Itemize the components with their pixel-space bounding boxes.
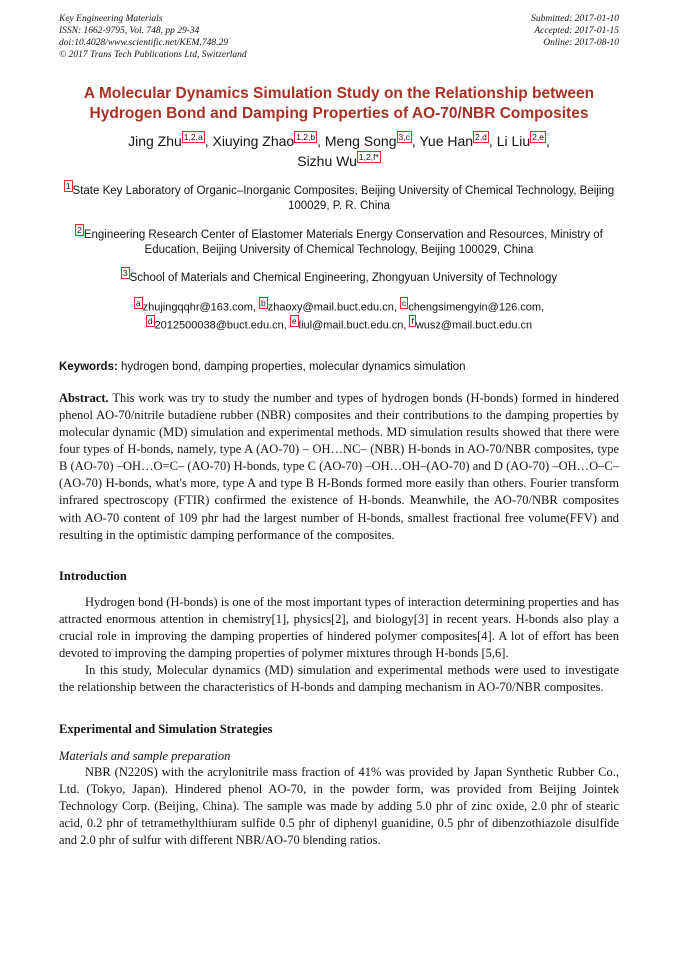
author-affiliation-superscript: 2,e xyxy=(532,131,544,142)
online-date: Online: 2017-08-10 xyxy=(543,37,619,48)
journal-header xyxy=(59,14,619,62)
authors-line-2 xyxy=(59,151,619,171)
keywords-text: hydrogen bond, damping properties, molecular dynamics simulation xyxy=(121,360,466,373)
authors-line-separator: , xyxy=(546,132,550,149)
email-superscript: a xyxy=(135,298,141,309)
keywords-line xyxy=(59,361,619,373)
section-heading-introduction: Introduction xyxy=(59,568,127,583)
journal-name: Key Engineering Materials xyxy=(59,14,163,24)
journal-doi: doi:10.4028/www.scientific.net/KEM.748.29 xyxy=(59,37,228,48)
author-affiliation-superscript: 2,d xyxy=(475,131,487,142)
email-superscript: f xyxy=(411,316,414,327)
email-superscript: c xyxy=(401,298,407,309)
email-superscript: e xyxy=(291,316,297,327)
abstract-paragraph xyxy=(59,390,619,544)
affiliation-superscript: 1 xyxy=(65,181,71,192)
author-name: Jing Zhu xyxy=(128,132,182,149)
accepted-date: Accepted: 2017-01-15 xyxy=(534,25,619,36)
author-email: 2012500038@buct.edu.cn, xyxy=(154,319,290,332)
author-affiliation-superscript: 3,c xyxy=(398,131,410,142)
journal-info-block xyxy=(59,14,247,62)
submitted-date: Submitted: 2017-01-10 xyxy=(531,14,619,24)
author-affiliation-superscript: 1,2,a xyxy=(183,131,203,142)
keywords-label: Keywords: xyxy=(59,360,118,373)
authors-line-1 xyxy=(59,131,619,151)
author-name: , Li Liu xyxy=(488,132,531,149)
submission-dates-block xyxy=(531,14,619,62)
email-superscript: b xyxy=(260,298,266,309)
emails-block xyxy=(59,299,619,334)
emails-line-1 xyxy=(59,299,619,317)
abstract-text: This work was try to study the number and types of hydrogen bonds (H-bonds) formed in hindered phenol AO-70/nitrile butadiene rubber (NBR) composites and their contributions to the damping properties by molecular dynamic (MD) simulation and experimental methods. MD simulation results showed that there were four types of H-bonds, namely, type A (AO-70) – OH…NC– (NBR) H-bonds in AO-70/NBR composites, type B (AO-70) –OH…O=C– (AO-70) H-bonds, type C (AO-70) –OH…OH–(AO-70) and D (AO-70) –OH…O–C– (AO-70) H-bonds, what's more, type A and type B H-Bonds formed more easily than others. Fourier transform infrared spectroscopy (FTIR) confirmed the existence of H-bonds. Meanwhile, the AO-70/NBR composites with AO-70 content of 109 phr had the largest number of H-bonds, smallest fractional free volume(FFV) and resulting in the optimistic damping performance of the composites. xyxy=(59,390,619,542)
author-email: wusz@mail.buct.edu.cn xyxy=(415,319,533,332)
journal-copyright: © 2017 Trans Tech Publications Ltd, Switzerland xyxy=(59,49,247,60)
affiliation-text: Engineering Research Center of Elastomer Materials Energy Conservation and Resources, Ministry of Education, Beijing University of Chemical Technology, Beijing 100029, China xyxy=(83,228,603,256)
author-email: zhujingqqhr@163.com, xyxy=(142,302,259,315)
emails-line-2 xyxy=(59,317,619,335)
affiliation-2 xyxy=(59,226,619,258)
author-name: , Xiuying Zhao xyxy=(204,132,295,149)
author-name: Sizhu Wu xyxy=(297,152,357,169)
author-email: zhaoxy@mail.buct.edu.cn, xyxy=(267,302,400,315)
abstract-label: Abstract. xyxy=(59,390,109,405)
materials-paragraph: NBR (N220S) with the acrylonitrile mass fraction of 41% was provided by Japan Synthetic Rubber Co., Ltd. (Tokyo, Japan). Hindered phenol AO-70, in the powder form, was provided from Beijing Jointek Technology Corp. (Beijing, China). The sample was made by adding 5.0 phr of zinc oxide, 2.0 phr of stearic acid, 0.2 phr of tetramethylthiuram sulfide 0.5 phr of diphenyl guanidine, 0.5 phr of dibenzothiazole disulfide and 2.0 phr of sulfur with different NBR/AO-70 blending ratios. xyxy=(59,764,619,848)
affiliation-1 xyxy=(59,182,619,214)
email-superscript: d xyxy=(147,316,153,327)
author-email: chengsimengyin@126.com, xyxy=(408,302,545,315)
author-affiliation-superscript: 1,2,b xyxy=(296,131,316,142)
introduction-paragraph-2: In this study, Molecular dynamics (MD) simulation and experimental methods were used to investigate the relationship between the characteristics of H-bonds and damping mechanism in AO-70/NBR composites. xyxy=(59,663,619,695)
author-email: liul@mail.buct.edu.cn, xyxy=(298,319,410,332)
paper-title: A Molecular Dynamics Simulation Study on the Relationship between Hydrogen Bond and Damping Properties of AO-70/NBR Composites xyxy=(83,84,595,122)
section-heading-experimental: Experimental and Simulation Strategies xyxy=(59,721,273,736)
affiliation-3 xyxy=(59,269,619,286)
authors-block xyxy=(59,131,619,172)
introduction-paragraph-1: Hydrogen bond (H-bonds) is one of the most important types of interaction determining properties and has attracted enormous attention in chemistry[1], physics[2], and biology[3] in recent years. H-bonds also play a crucial role in improving the damping properties of hindered polymer composites[4]. A lot of effort has been devoted to improving the damping properties of polymer mixtures through H-bonds [5,6]. xyxy=(59,594,619,661)
affiliation-text: State Key Laboratory of Organic–Inorganic Composites, Beijing University of Chemical Technology, Beijing 100029, P. R. China xyxy=(72,184,615,213)
author-name: , Yue Han xyxy=(411,132,474,149)
subsection-heading-materials: Materials and sample preparation xyxy=(59,748,231,763)
author-affiliation-superscript: 1,2,f* xyxy=(358,152,379,163)
affiliation-text: School of Materials and Chemical Engineering, Zhongyuan University of Technology xyxy=(129,272,558,285)
affiliation-superscript: 3 xyxy=(122,268,128,279)
journal-issn-volume: ISSN: 1662-9795, Vol. 748, pp 29-34 xyxy=(59,25,200,36)
affiliation-superscript: 2 xyxy=(77,224,82,235)
author-name: , Meng Song xyxy=(317,132,397,149)
